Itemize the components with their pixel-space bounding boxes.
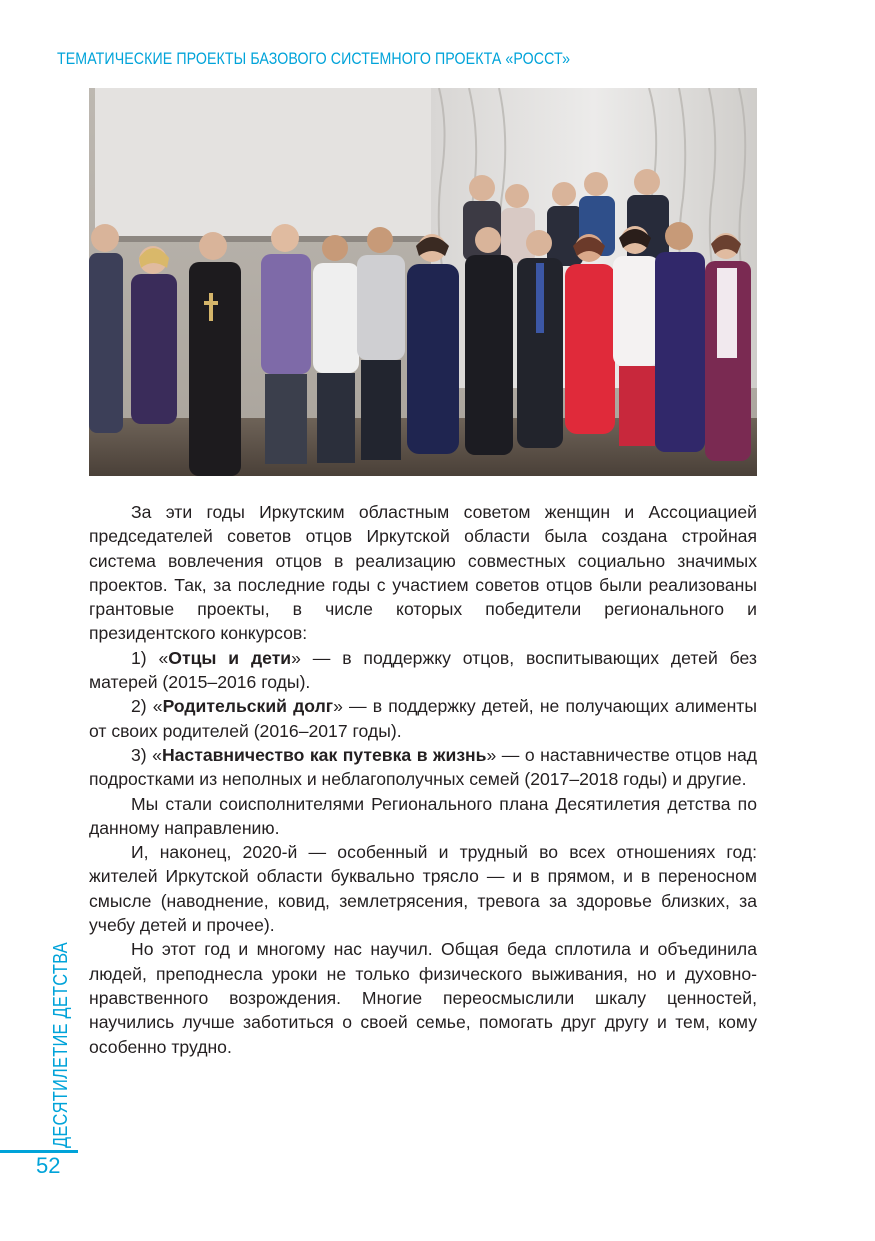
section-label — [50, 897, 73, 1148]
paragraph: И, наконец, 2020-й — особенный и трудный во всех отношениях год: жителей Иркутской области буквально трясло — и в прямом, и в переносном смысле (наводнение, ковид, землетрясения, тревога за здоровье близких, за учебу детей и прочее). — [89, 842, 757, 936]
project-description: » — о наставничестве отцов над подростками из неполных и неблагополучных семей (2017–2018 годы) и другие. — [89, 744, 757, 790]
list-marker: 3) « — [131, 744, 162, 765]
page-number: 52 — [36, 1153, 61, 1178]
paragraph: Но этот год и многому нас научил. Общая беда сплотила и объединила людей, преподнесла уроки не только физического выживания, но и духовно-нравственного возрождения. Многие переосмыслили шкалу ценностей, научились лучше заботиться о своей семье, помогать друг другу и тем, кому особенно трудно. — [89, 939, 757, 1057]
project-description: » — в поддержку детей, не получающих алименты от своих родителей (2016–2017 годы). — [89, 696, 758, 741]
project-description: » — в поддержку отцов, воспитывающих детей без матерей (2015–2016 годы). — [89, 647, 757, 693]
list-marker: 2) « — [131, 696, 163, 717]
article-body — [89, 500, 757, 1059]
paragraph: Мы стали соисполнителями Регионального плана Десятилетия детства по данному направлению. — [89, 793, 757, 838]
project-title: Наставничество как путевка в жизнь — [161, 744, 487, 765]
list-marker: 1) « — [131, 647, 169, 668]
project-title: Отцы и дети — [168, 647, 292, 668]
running-title: ТЕМАТИЧЕСКИЕ ПРОЕКТЫ БАЗОВОГО СИСТЕМНОГО ПРОЕКТА «РОССТ» — [57, 50, 571, 68]
project-title: Родительский долг — [162, 696, 334, 717]
group-photo — [89, 88, 757, 476]
paragraph: За эти годы Иркутским областным советом женщин и Ассоциацией председателей советов отцов Иркутской области была создана стройная система вовлечения отцов в реализацию совместных социально значимых проектов. Так, за последние годы с участием советов отцов были реализованы грантовые проекты, в числе которых победители регионального и президентского конкурсов: — [89, 502, 757, 644]
list-item — [89, 743, 757, 792]
list-item — [89, 694, 757, 743]
section-label-text: ДЕСЯТИЛЕТИЕ ДЕТСТВА — [50, 942, 72, 1148]
list-item — [89, 646, 757, 695]
